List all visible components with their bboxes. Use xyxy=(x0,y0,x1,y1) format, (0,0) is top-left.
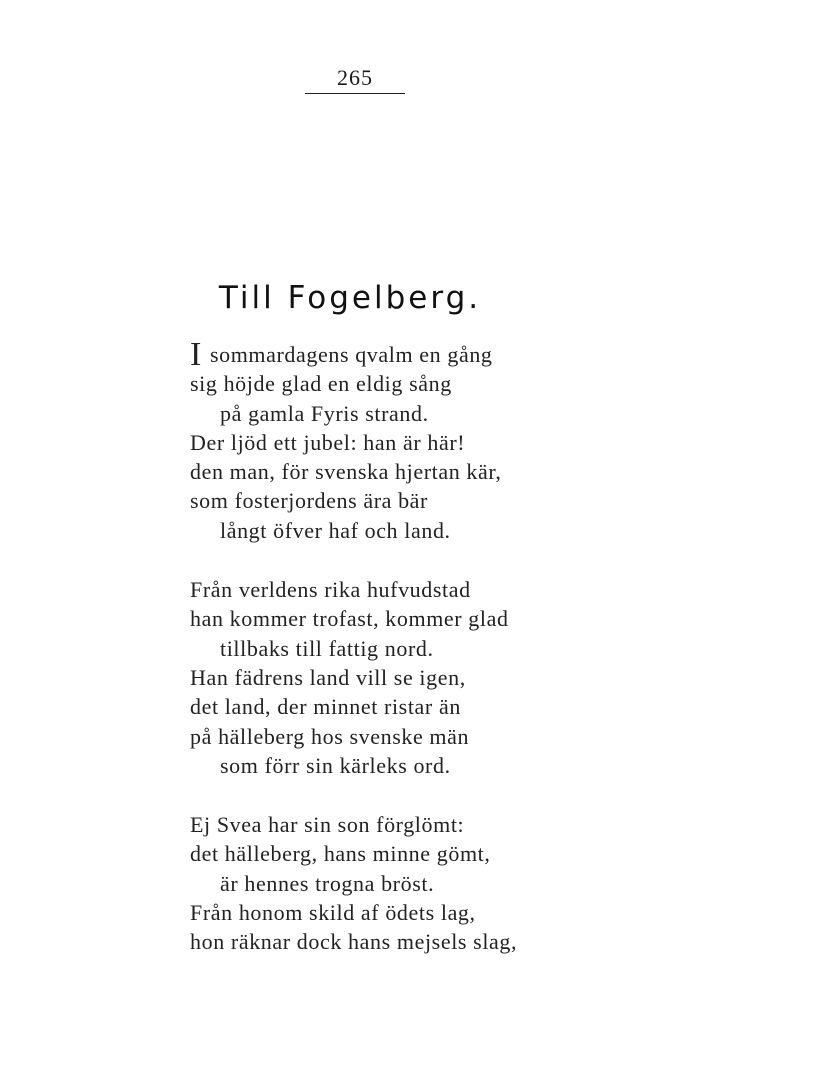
poem-line: som fosterjordens ära bär xyxy=(190,488,428,514)
poem-line: tillbaks till fattig nord. xyxy=(220,635,434,661)
poem-line: det land, der minnet ristar än xyxy=(190,694,461,720)
poem-title: Till Fogelberg. xyxy=(218,280,482,316)
poem-line: på gamla Fyris strand. xyxy=(220,400,429,426)
poem-line: långt öfver haf och land. xyxy=(220,517,451,543)
stanza-1 xyxy=(190,336,750,545)
page-number-rule xyxy=(305,93,405,94)
poem-line: det hälleberg, hans minne gömt, xyxy=(190,841,491,867)
poem-line: Der ljöd ett jubel: han är här! xyxy=(190,429,466,455)
poem-line: är hennes trogna bröst. xyxy=(220,870,435,896)
poem-body xyxy=(190,336,750,987)
page-number: 265 xyxy=(337,65,373,90)
stanza-3 xyxy=(190,810,750,956)
poem-line: sig höjde glad en eldig sång xyxy=(190,371,452,397)
poem-line: den man, för svenska hjertan kär, xyxy=(190,459,502,485)
poem-line: han kommer trofast, kommer glad xyxy=(190,606,509,632)
stanza-2 xyxy=(190,575,750,780)
poem-line: på hälleberg hos svenske män xyxy=(190,723,470,749)
poem-line: Ej Svea har sin son förglömt: xyxy=(190,812,465,838)
poem-line: hon räknar dock hans mejsels slag, xyxy=(190,929,518,955)
poem-line: Från verldens rika hufvudstad xyxy=(190,577,471,603)
poem-line xyxy=(190,336,750,373)
poem-line: Han fädrens land vill se igen, xyxy=(190,664,466,690)
poem-line: som förr sin kärleks ord. xyxy=(220,752,451,778)
poem-line-text: sommardagens qvalm en gång xyxy=(209,342,493,367)
drop-cap: I xyxy=(190,336,202,373)
poem-line: Från honom skild af ödets lag, xyxy=(190,900,476,926)
